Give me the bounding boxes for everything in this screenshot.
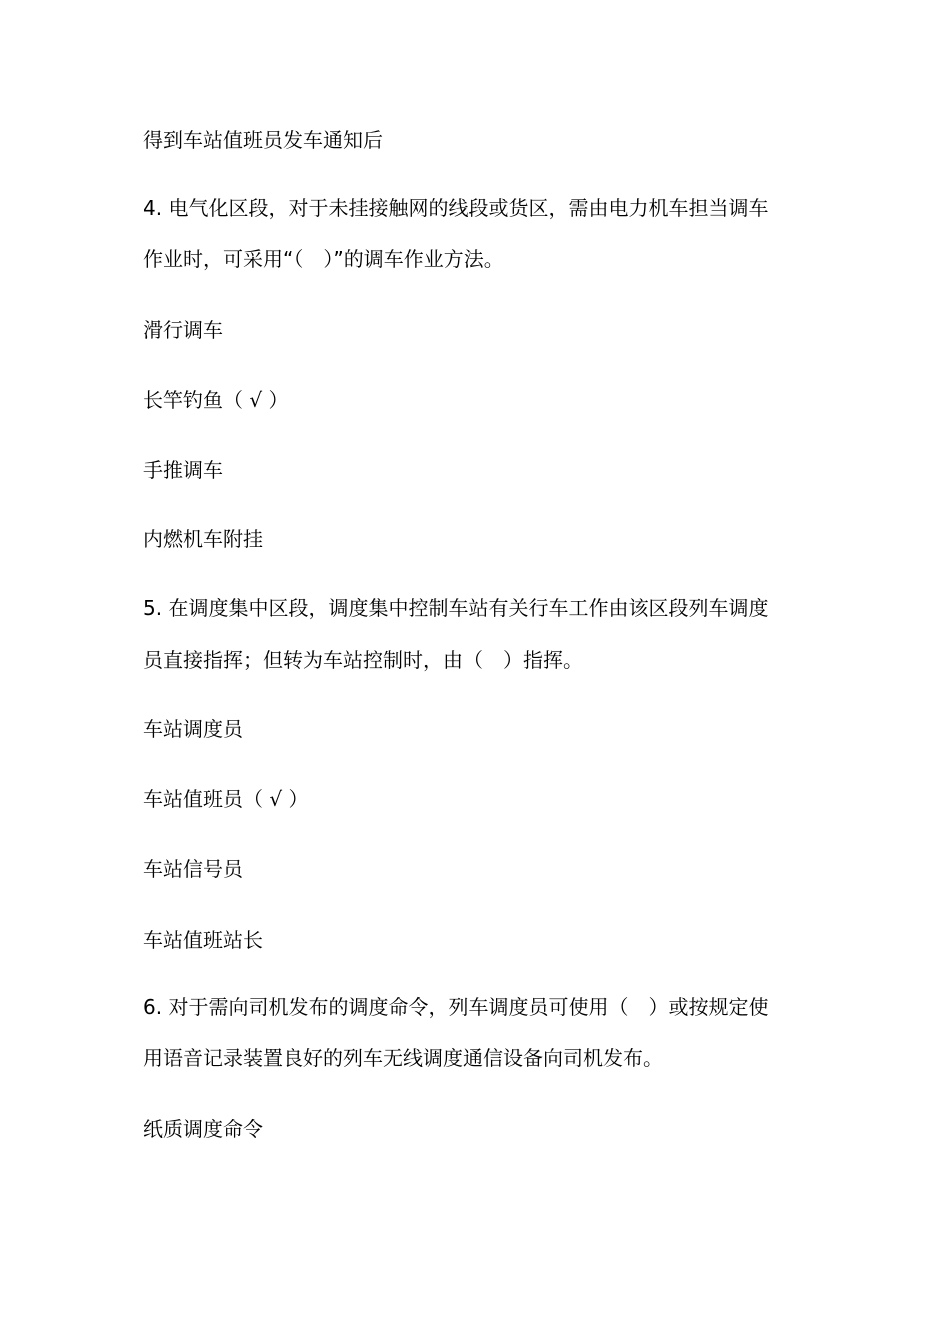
- option-text-correct: 长竿钓鱼（ √ ）: [143, 388, 289, 412]
- question-6-text-continued: 用语音记录装置良好的列车无线调度通信设备向司机发布。: [143, 1046, 663, 1070]
- option-text-correct: 车站值班员（ √ ）: [143, 787, 309, 811]
- option-text: 车站值班站长: [143, 928, 263, 952]
- option-text: 滑行调车: [143, 318, 223, 342]
- question-4-text: 4. 电气化区段，对于未挂接触网的线段或货区，需由电力机车担当调车: [143, 196, 769, 220]
- question-5-text: 5. 在调度集中区段，调度集中控制车站有关行车工作由该区段列车调度: [143, 596, 769, 620]
- option-text: 得到车站值班员发车通知后: [143, 128, 383, 152]
- option-text: 车站调度员: [143, 717, 243, 741]
- question-5-text-continued: 员直接指挥；但转为车站控制时，由（ ）指挥。: [143, 648, 583, 672]
- option-text: 纸质调度命令: [143, 1117, 263, 1141]
- question-4-text-continued: 作业时，可采用“（ ）”的调车作业方法。: [143, 247, 504, 271]
- option-text: 手推调车: [143, 458, 223, 482]
- question-6-text: 6. 对于需向司机发布的调度命令，列车调度员可使用（ ）或按规定使: [143, 995, 769, 1019]
- option-text: 车站信号员: [143, 857, 243, 881]
- option-text: 内燃机车附挂: [143, 527, 263, 551]
